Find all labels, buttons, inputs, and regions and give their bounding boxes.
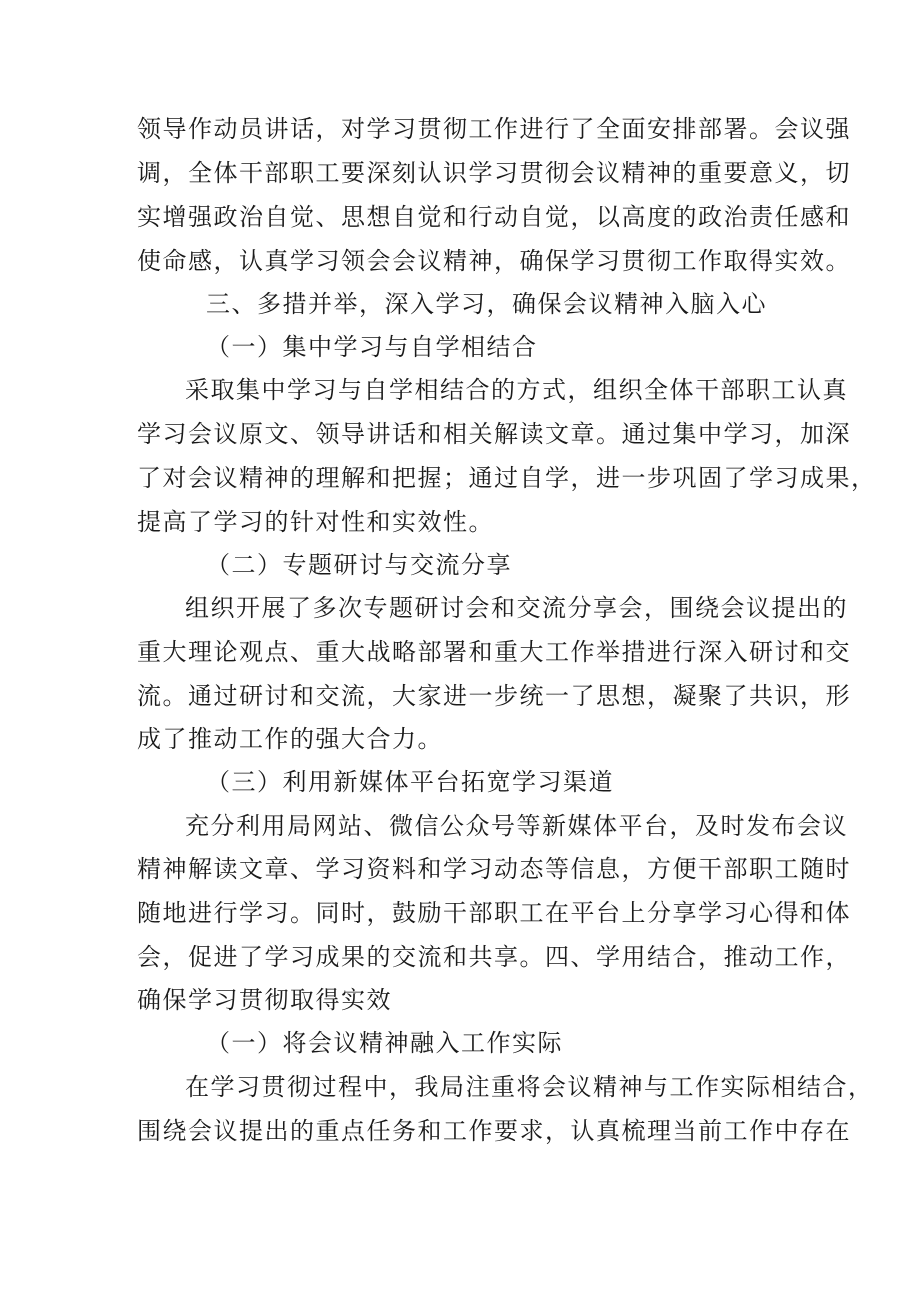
subsection-heading: （二）专题研讨与交流分享	[206, 551, 512, 579]
paragraph-line: 学习会议原文、领导讲话和相关解读文章。通过集中学习，加深	[137, 420, 851, 448]
paragraph-line: 领导作动员讲话，对学习贯彻工作进行了全面安排部署。会议强	[137, 115, 851, 143]
paragraph-line: 提高了学习的针对性和实效性。	[137, 508, 494, 536]
paragraph-line: 流。通过研讨和交流，大家进一步统一了思想，凝聚了共识，形	[137, 682, 851, 710]
paragraph-line: 精神解读文章、学习资料和学习动态等信息，方便干部职工随时	[137, 855, 851, 883]
paragraph-line: 调，全体干部职工要深刻认识学习贯彻会议精神的重要意义，切	[137, 159, 851, 187]
subsection-heading: （三）利用新媒体平台拓宽学习渠道	[206, 768, 614, 796]
paragraph-line: 充分利用局网站、微信公众号等新媒体平台，及时发布会议	[185, 812, 848, 840]
paragraph-line: 组织开展了多次专题研讨会和交流分享会，围绕会议提出的	[185, 594, 848, 622]
paragraph-line: 采取集中学习与自学相结合的方式，组织全体干部职工认真	[185, 376, 848, 404]
paragraph-line: 实增强政治自觉、思想自觉和行动自觉，以高度的政治责任感和	[137, 203, 851, 231]
paragraph-line: 了对会议精神的理解和把握；通过自学，进一步巩固了学习成果，	[137, 464, 877, 492]
section-heading: 三、多措并举，深入学习，确保会议精神入脑入心	[206, 290, 767, 318]
paragraph-line: 随地进行学习。同时，鼓励干部职工在平台上分享学习心得和体	[137, 899, 851, 927]
paragraph-line: 在学习贯彻过程中，我局注重将会议精神与工作实际相结合，	[185, 1073, 874, 1101]
paragraph-line: 重大理论观点、重大战略部署和重大工作举措进行深入研讨和交	[137, 638, 851, 666]
paragraph-line: 会，促进了学习成果的交流和共享。四、学用结合，推动工作，	[137, 943, 851, 971]
paragraph-line: 使命感，认真学习领会会议精神，确保学习贯彻工作取得实效。	[137, 247, 851, 275]
subsection-heading: （一）将会议精神融入工作实际	[206, 1029, 563, 1057]
paragraph-line: 围绕会议提出的重点任务和工作要求，认真梳理当前工作中存在	[137, 1117, 851, 1145]
paragraph-line: 成了推动工作的强大合力。	[137, 725, 443, 753]
paragraph-line: 确保学习贯彻取得实效	[137, 986, 392, 1014]
subsection-heading: （一）集中学习与自学相结合	[206, 333, 538, 361]
